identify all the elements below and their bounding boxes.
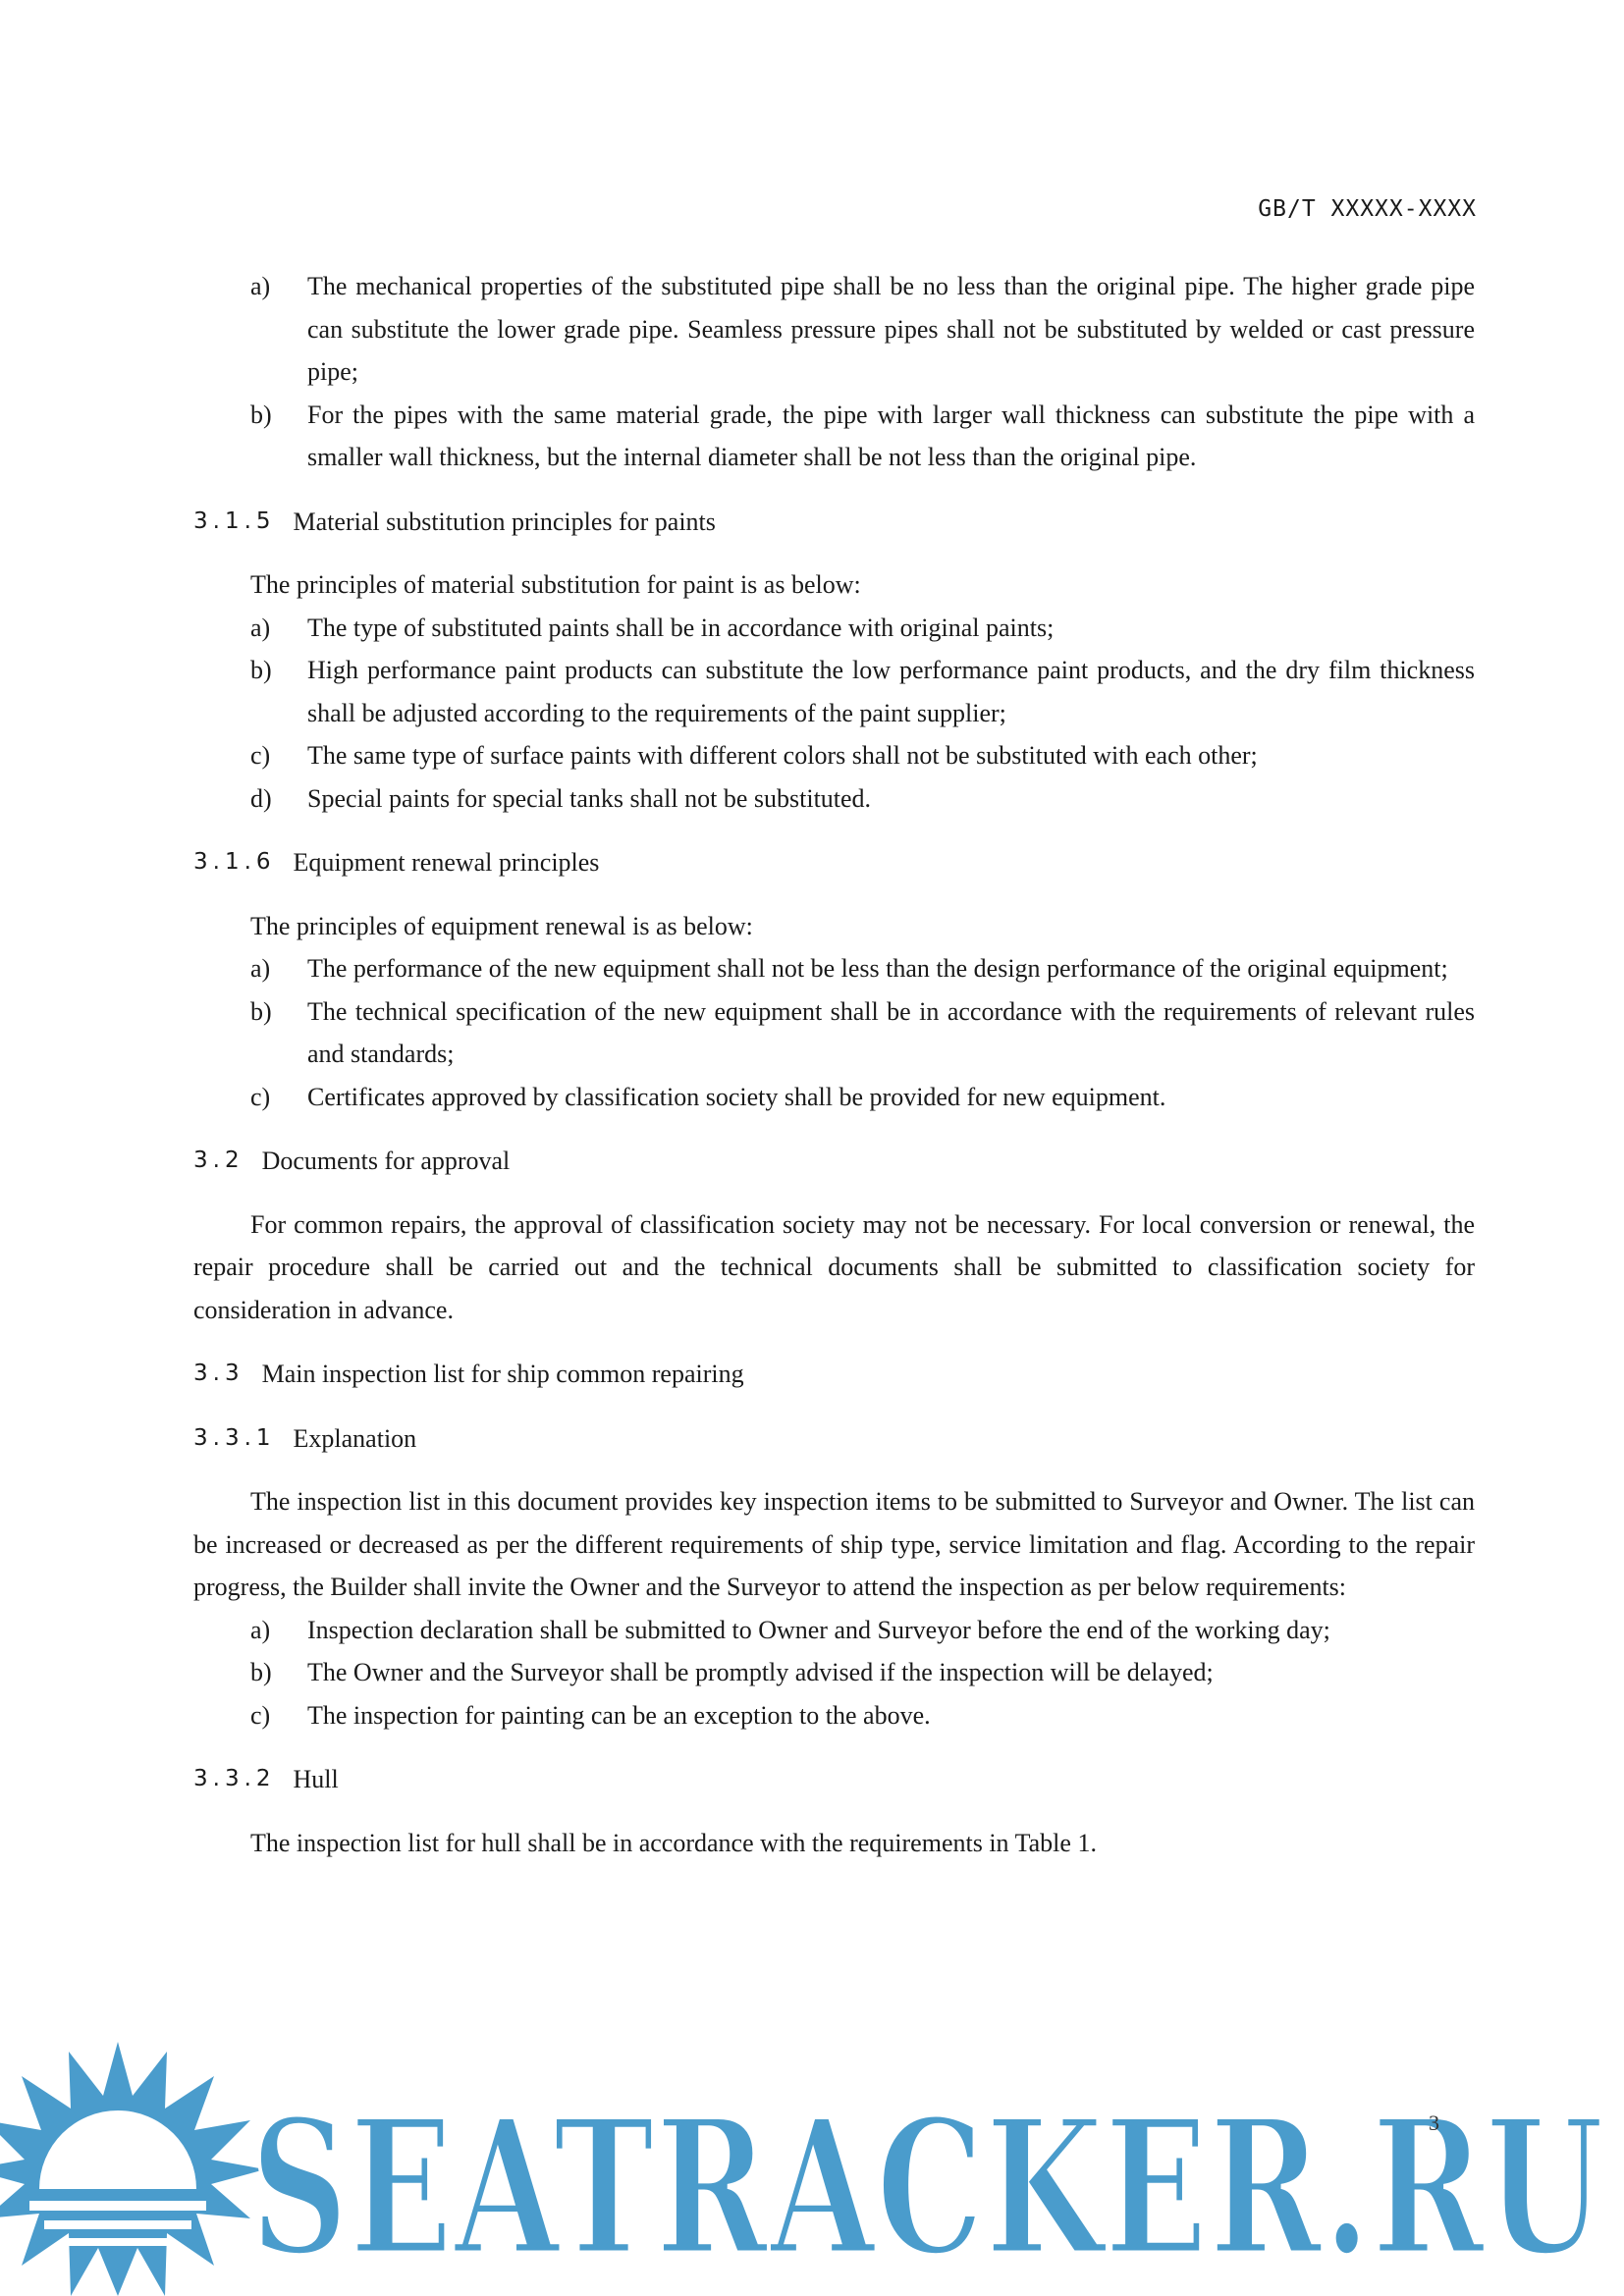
section-title: Equipment renewal principles [293, 848, 600, 877]
list-item [250, 265, 1475, 394]
section-intro: The principles of material substitution for paint is as below: [250, 570, 861, 599]
list-item [250, 947, 1475, 990]
section-heading-3-2 [193, 1140, 1475, 1183]
section-intro: The principles of equipment renewal is as below: [250, 911, 753, 940]
item-marker: a) [250, 613, 271, 642]
item-text: The technical specification of the new equipment shall be in accordance with the requirements of relevant rules and standards; [307, 996, 1475, 1068]
item-marker: c) [250, 741, 271, 770]
item-text: The type of substituted paints shall be in accordance with original paints; [307, 613, 1055, 642]
section-number: 3.1.6 [193, 849, 276, 875]
watermark [0, 2042, 1624, 2296]
section-heading-3-3-1 [193, 1417, 1475, 1461]
item-marker: b) [250, 996, 272, 1026]
section-number: 3.3.1 [193, 1424, 276, 1451]
list-item [250, 1076, 1475, 1119]
item-text: Special paints for special tanks shall not be substituted. [307, 783, 872, 813]
section-title: Hull [293, 1765, 339, 1793]
item-text: The mechanical properties of the substituted pipe shall be no less than the original pipe. The higher grade pipe can substitute the lower grade pipe. Seamless pressure pipes shall not be substituted by welded or cast pressure pipe; [307, 272, 1475, 386]
list-item [250, 649, 1475, 734]
item-marker: a) [250, 954, 271, 983]
list-item [250, 734, 1475, 777]
item-text: The Owner and the Surveyor shall be promptly advised if the inspection will be delayed; [307, 1658, 1214, 1686]
item-text: The performance of the new equipment shall not be less than the design performance of the original equipment; [307, 954, 1448, 983]
section-heading-3-3 [193, 1353, 1475, 1396]
section-paragraph: The inspection list in this document provides key inspection items to be submitted to Surveyor and Owner. The list can be increased or decreased as per the different requirements of ship type, service limitation and flag. According to the repair progress, the Builder shall invite the Owner and the Surveyor to attend the inspection as per below requirements: [193, 1487, 1475, 1601]
section-title: Documents for approval [261, 1147, 511, 1175]
item-marker: d) [250, 783, 272, 813]
item-text: Inspection declaration shall be submitted to Owner and Surveyor before the end of the working day; [307, 1615, 1330, 1644]
item-text: For the pipes with the same material grade, the pipe with larger wall thickness can substitute the pipe with a smaller wall thickness, but the internal diameter shall be not less than the original pipe. [307, 400, 1475, 471]
item-marker: c) [250, 1082, 271, 1111]
section-title: Explanation [293, 1423, 417, 1453]
section-heading-3-1-6 [193, 841, 1475, 884]
item-marker: b) [250, 656, 272, 684]
document-code: GB/T XXXXX-XXXX [1258, 196, 1477, 222]
item-marker: b) [250, 400, 272, 429]
item-text: Certificates approved by classification society shall be provided for new equipment. [307, 1082, 1166, 1111]
section-heading-3-1-5 [193, 501, 1475, 544]
section-title: Main inspection list for ship common repairing [261, 1360, 744, 1388]
sun-logo-icon [0, 2042, 265, 2296]
watermark-text: SEATRACKER.RU [250, 2078, 1605, 2296]
section-paragraph: For common repairs, the approval of classification society may not be necessary. For local conversion or renewal, the repair procedure shall be carried out and the technical documents shall be submitted to classification society for consideration in advance. [193, 1209, 1475, 1324]
list-item [250, 394, 1475, 479]
list-item [250, 1651, 1475, 1694]
item-text: High performance paint products can substitute the low performance paint products, and the dry film thickness shall be adjusted according to the requirements of the paint supplier; [307, 656, 1475, 727]
list-item [250, 990, 1475, 1076]
item-marker: a) [250, 1615, 271, 1644]
section-paragraph: The inspection list for hull shall be in accordance with the requirements in Table 1. [250, 1828, 1097, 1857]
item-marker: b) [250, 1658, 272, 1686]
section-heading-3-3-2 [193, 1758, 1475, 1801]
document-body [193, 265, 1475, 1864]
section-title: Material substitution principles for paints [293, 507, 716, 536]
item-marker: a) [250, 272, 271, 300]
section-number: 3.1.5 [193, 507, 276, 534]
list-item [250, 777, 1475, 821]
list-item [250, 1694, 1475, 1737]
section-number: 3.3.2 [193, 1766, 276, 1791]
list-item [250, 1609, 1475, 1652]
list-item [250, 607, 1475, 650]
item-text: The inspection for painting can be an exception to the above. [307, 1700, 931, 1730]
page-number: 3 [1429, 2110, 1439, 2135]
section-number: 3.3 [193, 1361, 244, 1386]
item-text: The same type of surface paints with different colors shall not be substituted with each other; [307, 741, 1258, 770]
item-marker: c) [250, 1700, 271, 1730]
section-number: 3.2 [193, 1148, 244, 1173]
